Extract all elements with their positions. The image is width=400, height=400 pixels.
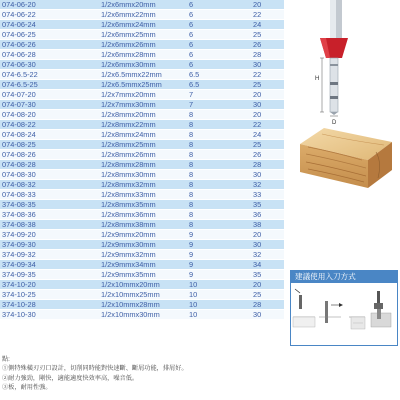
diameter-d: 8 bbox=[184, 140, 230, 150]
table-row bbox=[0, 110, 284, 120]
product-code: 074-06-30 bbox=[0, 60, 74, 70]
product-code: 374-08-36 bbox=[0, 210, 74, 220]
product-size: 1/2x6mmx20mm bbox=[74, 0, 184, 10]
diameter-d: 6 bbox=[184, 60, 230, 70]
diameter-d: 8 bbox=[184, 200, 230, 210]
product-code: 074-08-28 bbox=[0, 160, 74, 170]
height-h: 25 bbox=[230, 290, 284, 300]
notes bbox=[2, 355, 284, 393]
product-size: 1/2x10mmx20mm bbox=[74, 280, 184, 290]
height-h: 20 bbox=[230, 90, 284, 100]
product-size: 1/2x6mmx22mm bbox=[74, 10, 184, 20]
diameter-d: 8 bbox=[184, 210, 230, 220]
note-line-3: ③板，耐用性強。 bbox=[2, 384, 52, 392]
product-size: 1/2x8mmx22mm bbox=[74, 120, 184, 130]
height-h: 26 bbox=[230, 150, 284, 160]
dimension-d bbox=[330, 116, 338, 126]
product-size: 1/2x10mmx28mm bbox=[74, 300, 184, 310]
height-h: 22 bbox=[230, 10, 284, 20]
diameter-d: 9 bbox=[184, 230, 230, 240]
table-row bbox=[0, 260, 284, 270]
diameter-d: 6 bbox=[184, 0, 230, 10]
height-h: 20 bbox=[230, 230, 284, 240]
diameter-d: 10 bbox=[184, 280, 230, 290]
router-bit-diagram bbox=[286, 0, 400, 126]
product-size: 1/2x8mmx24mm bbox=[74, 130, 184, 140]
table-row bbox=[0, 20, 284, 30]
product-code: 374-08-38 bbox=[0, 220, 74, 230]
table-row bbox=[0, 220, 284, 230]
product-code: 374-10-20 bbox=[0, 280, 74, 290]
product-code: 374-09-35 bbox=[0, 270, 74, 280]
product-code: 374-10-28 bbox=[0, 300, 74, 310]
table-row bbox=[0, 200, 284, 210]
product-size: 1/2x9mmx34mm bbox=[74, 260, 184, 270]
diameter-d: 6 bbox=[184, 50, 230, 60]
table-row bbox=[0, 140, 284, 150]
product-code: 074-6.5-22 bbox=[0, 70, 74, 80]
table-row bbox=[0, 50, 284, 60]
product-code: 374-09-32 bbox=[0, 250, 74, 260]
table-row bbox=[0, 30, 284, 40]
table-row bbox=[0, 0, 284, 10]
method-step-3 bbox=[349, 317, 365, 329]
product-code: 074-06-22 bbox=[0, 10, 74, 20]
table-row bbox=[0, 160, 284, 170]
height-h: 25 bbox=[230, 30, 284, 40]
table-row bbox=[0, 40, 284, 50]
height-h: 28 bbox=[230, 50, 284, 60]
product-code: 074-08-24 bbox=[0, 130, 74, 140]
height-h: 25 bbox=[230, 140, 284, 150]
height-h: 28 bbox=[230, 160, 284, 170]
product-size: 1/2x8mmx38mm bbox=[74, 220, 184, 230]
product-code: 374-09-30 bbox=[0, 240, 74, 250]
product-code: 074-06-24 bbox=[0, 20, 74, 30]
height-h: 32 bbox=[230, 180, 284, 190]
diameter-d: 9 bbox=[184, 270, 230, 280]
table-row bbox=[0, 290, 284, 300]
diameter-d: 6 bbox=[184, 10, 230, 20]
product-code: 074-08-26 bbox=[0, 150, 74, 160]
note-line-1: ①側特殊橫刃刃口設計，切削同時能對快速斷、斷屑功能，排屑好。 bbox=[2, 365, 188, 373]
product-size: 1/2x8mmx25mm bbox=[74, 140, 184, 150]
product-size: 1/2x6mmx24mm bbox=[74, 20, 184, 30]
table-row bbox=[0, 150, 284, 160]
diameter-d: 8 bbox=[184, 190, 230, 200]
diameter-d: 10 bbox=[184, 290, 230, 300]
table-row bbox=[0, 180, 284, 190]
product-code: 074-08-25 bbox=[0, 140, 74, 150]
product-size: 1/2x8mmx28mm bbox=[74, 160, 184, 170]
table-row bbox=[0, 130, 284, 140]
height-h: 34 bbox=[230, 260, 284, 270]
product-size: 1/2x10mmx25mm bbox=[74, 290, 184, 300]
table-row bbox=[0, 190, 284, 200]
diameter-d: 8 bbox=[184, 130, 230, 140]
table-row bbox=[0, 280, 284, 290]
product-code: 074-08-33 bbox=[0, 190, 74, 200]
diameter-d: 10 bbox=[184, 310, 230, 320]
table-row bbox=[0, 90, 284, 100]
product-size: 1/2x8mmx20mm bbox=[74, 110, 184, 120]
diameter-d: 7 bbox=[184, 100, 230, 110]
height-h: 20 bbox=[230, 0, 284, 10]
diameter-d: 8 bbox=[184, 150, 230, 160]
height-h: 20 bbox=[230, 280, 284, 290]
height-h: 32 bbox=[230, 250, 284, 260]
table-row bbox=[0, 120, 284, 130]
product-size: 1/2x8mmx30mm bbox=[74, 170, 184, 180]
product-size: 1/2x9mmx35mm bbox=[74, 270, 184, 280]
product-size: 1/2x8mmx36mm bbox=[74, 210, 184, 220]
product-code: 074-08-32 bbox=[0, 180, 74, 190]
table-row bbox=[0, 230, 284, 240]
diameter-d: 8 bbox=[184, 180, 230, 190]
height-h: 38 bbox=[230, 220, 284, 230]
method-step-2 bbox=[319, 301, 343, 323]
product-size: 1/2x8mmx33mm bbox=[74, 190, 184, 200]
product-code: 074-06-26 bbox=[0, 40, 74, 50]
height-h: 26 bbox=[230, 40, 284, 50]
table-row bbox=[0, 100, 284, 110]
height-h: 24 bbox=[230, 20, 284, 30]
product-size: 1/2x6mmx28mm bbox=[74, 50, 184, 60]
diameter-d: 9 bbox=[184, 250, 230, 260]
bit-cutting-body bbox=[330, 58, 338, 115]
height-h: 30 bbox=[230, 100, 284, 110]
diameter-d: 6.5 bbox=[184, 70, 230, 80]
product-code: 074-06-25 bbox=[0, 30, 74, 40]
height-h: 30 bbox=[230, 170, 284, 180]
table-row bbox=[0, 170, 284, 180]
product-code: 374-09-34 bbox=[0, 260, 74, 270]
height-h: 35 bbox=[230, 200, 284, 210]
table-row bbox=[0, 270, 284, 280]
height-h: 33 bbox=[230, 190, 284, 200]
table-row bbox=[0, 60, 284, 70]
right-panel bbox=[286, 0, 400, 400]
cutting-method-diagram bbox=[291, 283, 397, 345]
cutting-method-title: 建議使用入刀方式 bbox=[291, 271, 397, 283]
height-h: 30 bbox=[230, 240, 284, 250]
height-h: 24 bbox=[230, 130, 284, 140]
product-code: 374-08-35 bbox=[0, 200, 74, 210]
product-size: 1/2x6.5mmx25mm bbox=[74, 80, 184, 90]
table-row bbox=[0, 300, 284, 310]
product-size: 1/2x9mmx30mm bbox=[74, 240, 184, 250]
product-size: 1/2x6mmx30mm bbox=[74, 60, 184, 70]
bit-shank bbox=[326, 0, 342, 38]
diameter-d: 8 bbox=[184, 110, 230, 120]
height-h: 22 bbox=[230, 70, 284, 80]
table-row bbox=[0, 10, 284, 20]
table-row bbox=[0, 310, 284, 320]
product-size: 1/2x6mmx25mm bbox=[74, 30, 184, 40]
product-code: 374-10-25 bbox=[0, 290, 74, 300]
product-size: 1/2x9mmx32mm bbox=[74, 250, 184, 260]
product-size: 1/2x8mmx32mm bbox=[74, 180, 184, 190]
product-code: 374-09-20 bbox=[0, 230, 74, 240]
height-h: 28 bbox=[230, 300, 284, 310]
diameter-d: 9 bbox=[184, 240, 230, 250]
product-code: 074-6.5-25 bbox=[0, 80, 74, 90]
product-code: 374-10-30 bbox=[0, 310, 74, 320]
product-size: 1/2x6mmx26mm bbox=[74, 40, 184, 50]
note-line-2: ②耐力強勁，剛快，適能適度快效率高，噪音低。 bbox=[2, 374, 139, 382]
diameter-d: 8 bbox=[184, 120, 230, 130]
method-step-1 bbox=[293, 289, 315, 327]
height-h: 20 bbox=[230, 110, 284, 120]
dimension-h bbox=[315, 58, 324, 112]
wood-block-illustration bbox=[296, 126, 396, 192]
method-step-4 bbox=[371, 291, 391, 327]
product-size: 1/2x7mmx20mm bbox=[74, 90, 184, 100]
diameter-d: 10 bbox=[184, 300, 230, 310]
table-row bbox=[0, 210, 284, 220]
notes-header: 點: bbox=[2, 356, 10, 363]
height-h: 22 bbox=[230, 120, 284, 130]
diameter-d: 9 bbox=[184, 260, 230, 270]
table-row bbox=[0, 80, 284, 90]
product-size: 1/2x10mmx30mm bbox=[74, 310, 184, 320]
product-size: 1/2x6.5mmx22mm bbox=[74, 70, 184, 80]
diameter-d: 6.5 bbox=[184, 80, 230, 90]
product-size: 1/2x9mmx20mm bbox=[74, 230, 184, 240]
diameter-d: 8 bbox=[184, 160, 230, 170]
product-code: 074-07-20 bbox=[0, 90, 74, 100]
height-h: 25 bbox=[230, 80, 284, 90]
height-h: 35 bbox=[230, 270, 284, 280]
table-row bbox=[0, 240, 284, 250]
svg-text:D: D bbox=[332, 120, 337, 126]
product-code: 074-07-30 bbox=[0, 100, 74, 110]
product-code: 074-06-28 bbox=[0, 50, 74, 60]
height-h: 30 bbox=[230, 310, 284, 320]
cutting-method-box bbox=[290, 270, 398, 346]
product-size: 1/2x8mmx35mm bbox=[74, 200, 184, 210]
product-code: 074-06-20 bbox=[0, 0, 74, 10]
product-size: 1/2x7mmx30mm bbox=[74, 100, 184, 110]
product-code: 074-08-22 bbox=[0, 120, 74, 130]
diameter-d: 8 bbox=[184, 170, 230, 180]
table-row bbox=[0, 70, 284, 80]
height-h: 30 bbox=[230, 60, 284, 70]
height-h: 36 bbox=[230, 210, 284, 220]
svg-text:H: H bbox=[315, 76, 320, 82]
diameter-d: 8 bbox=[184, 220, 230, 230]
diameter-d: 7 bbox=[184, 90, 230, 100]
diameter-d: 6 bbox=[184, 20, 230, 30]
product-code: 074-08-30 bbox=[0, 170, 74, 180]
table-row bbox=[0, 250, 284, 260]
diameter-d: 6 bbox=[184, 30, 230, 40]
product-code: 074-08-20 bbox=[0, 110, 74, 120]
diameter-d: 6 bbox=[184, 40, 230, 50]
product-size: 1/2x8mmx26mm bbox=[74, 150, 184, 160]
